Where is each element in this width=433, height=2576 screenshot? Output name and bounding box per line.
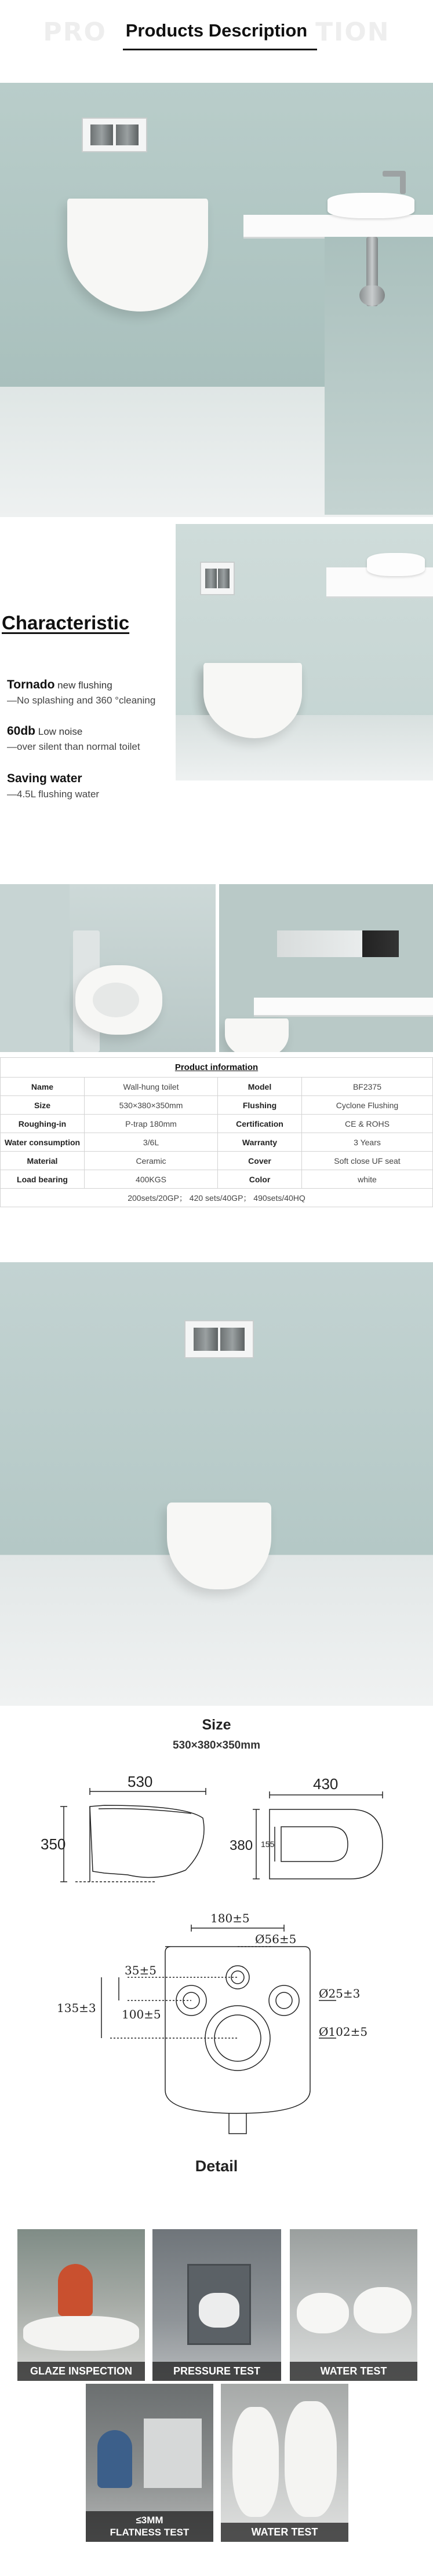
vanity-counter: [254, 998, 433, 1015]
table-row: Material Ceramic Cover Soft close UF seat: [1, 1152, 433, 1170]
feature-detail: —No splashing and 360 °cleaning: [7, 695, 156, 706]
feature-detail: —4.5L flushing water: [7, 789, 100, 800]
feature-name: Tornado: [7, 678, 55, 691]
ghost-left: PRO: [43, 17, 107, 47]
wash-basin: [328, 193, 414, 218]
bottom-d102-label: Ø102±5: [319, 2025, 368, 2039]
bottom-100-label: 100±5: [122, 2007, 161, 2021]
seat-open-photo: [0, 884, 216, 1052]
toilet-bowl: [67, 199, 208, 312]
table-row: Name Wall-hung toilet Model BF2375: [1, 1078, 433, 1096]
bottom-135-label: 135±3: [57, 2001, 96, 2015]
bottom-hole-label: Ø56±5: [255, 1932, 297, 1946]
tile-caption: GLAZE INSPECTION: [17, 2362, 145, 2381]
page-title: Products Description: [118, 20, 316, 41]
feature-tornado: Tornado new flushing —No splashing and 360 °cleaning: [7, 676, 155, 708]
feature-name: Saving water: [7, 772, 82, 785]
section-header: [0, 0, 433, 68]
characteristic-title: Characteristic: [2, 612, 130, 633]
title-underline: [123, 49, 317, 50]
installation-drawing: [46, 1905, 394, 2148]
table-row: [1, 1189, 433, 1207]
bathroom-vanity-photo: [219, 884, 433, 1052]
toilet-bowl: [225, 1018, 289, 1052]
table-row: Load bearing 400KGS Color white: [1, 1170, 433, 1189]
side-view-drawing: [41, 1772, 214, 1911]
packing-info: 200sets/20GP； 420 sets/40GP； 490sets/40HQ: [1, 1189, 433, 1207]
toilet-bowl: [167, 1503, 271, 1589]
table-row: Water consumption 3/6L Warranty 3 Years: [1, 1133, 433, 1152]
bottom-35-label: 35±5: [125, 1963, 157, 1977]
product-info-table: [0, 1057, 433, 1207]
top-length-label: 430: [313, 1775, 339, 1793]
feature-saving-water: [7, 770, 99, 802]
tile-pressure-test: [152, 2229, 281, 2381]
bottom-top-label: 180±5: [210, 1911, 250, 1925]
tile-glaze-inspection: [17, 2229, 145, 2381]
tile-flatness-test: [86, 2384, 213, 2542]
table-heading: Product information: [1, 1058, 433, 1078]
feature-name: 60db: [7, 724, 36, 738]
tile-caption: WATER TEST: [290, 2362, 417, 2381]
size-title: Size: [202, 1717, 231, 1733]
table-row: Size 530×380×350mm Flushing Cyclone Flushing: [1, 1096, 433, 1115]
tile-caption: WATER TEST: [221, 2523, 348, 2542]
tile-water-test: [290, 2229, 417, 2381]
tile-caption: PRESSURE TEST: [152, 2362, 281, 2381]
characteristic-photo: [176, 524, 433, 781]
ghost-right: TION: [315, 17, 390, 47]
bottom-d25-label: Ø25±3: [319, 1987, 361, 2000]
tile-water-test-2: [221, 2384, 348, 2542]
table-row: Roughing-in P-trap 180mm Certification CE & ROHS: [1, 1115, 433, 1133]
feature-noise: 60db Low noise —over silent than normal toilet: [7, 723, 140, 754]
tile-caption: ≤3MM FLATNESS TEST: [86, 2511, 213, 2542]
detail-title: Detail: [195, 2157, 238, 2175]
top-inner-label: 155: [261, 1840, 275, 1849]
side-length-label: 530: [128, 1773, 153, 1790]
flush-plate: [200, 562, 235, 595]
flush-plate: [82, 118, 147, 152]
top-view-drawing: [226, 1772, 400, 1911]
hero-bathroom-photo: [0, 83, 433, 517]
top-width-label: 380: [230, 1838, 253, 1853]
wash-basin: [367, 553, 425, 576]
vanity-counter: [243, 215, 433, 237]
product-wall-photo: [0, 1262, 433, 1706]
size-dimensions: 530×380×350mm: [172, 1739, 261, 1751]
flush-plate: [184, 1320, 254, 1358]
feature-detail: —over silent than normal toilet: [7, 741, 140, 753]
side-height-label: 350: [41, 1835, 66, 1853]
